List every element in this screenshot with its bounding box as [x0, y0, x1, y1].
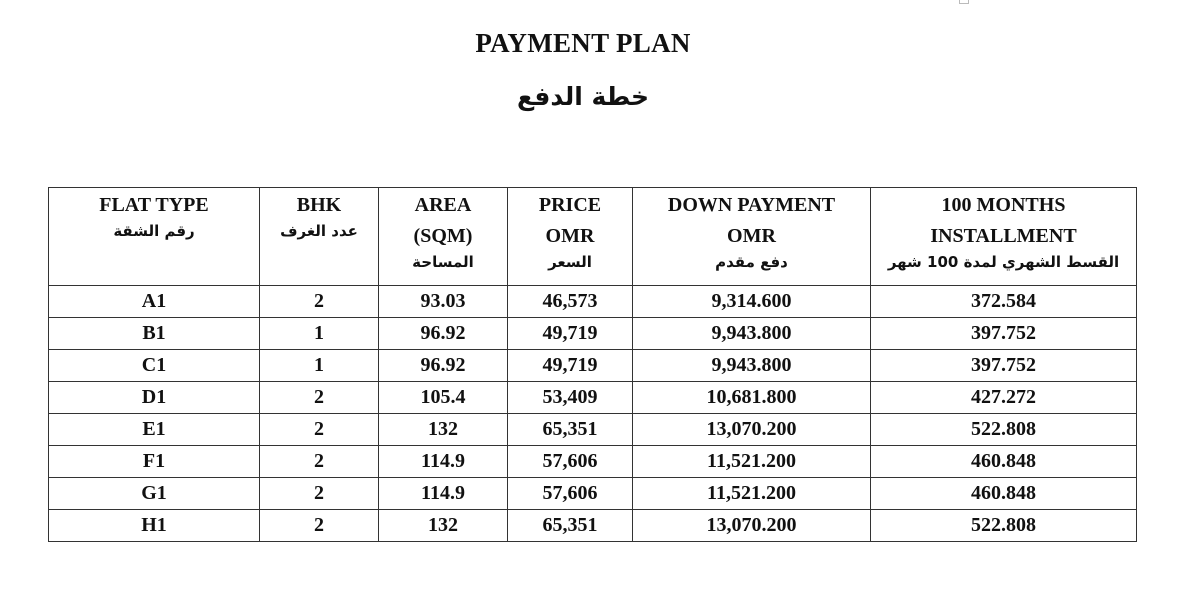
header-down-payment-label-ar: دفع مقدم — [715, 253, 788, 271]
table-row — [49, 478, 1137, 510]
header-flat-type — [49, 188, 260, 286]
cell-area: 114.9 — [379, 478, 508, 510]
corner-mark — [959, 0, 969, 4]
cell-flat-type: F1 — [49, 446, 260, 478]
page-title: PAYMENT PLAN — [475, 28, 691, 58]
cell-area: 105.4 — [379, 382, 508, 414]
table-row — [49, 446, 1137, 478]
cell-flat-type: D1 — [49, 382, 260, 414]
cell-flat-type: H1 — [49, 510, 260, 542]
cell-installment: 397.752 — [871, 350, 1137, 382]
table-row — [49, 414, 1137, 446]
cell-price: 53,409 — [508, 382, 633, 414]
page-subtitle-arabic: خطة الدفع — [516, 82, 650, 111]
cell-area: 132 — [379, 414, 508, 446]
cell-installment: 397.752 — [871, 318, 1137, 350]
cell-price: 65,351 — [508, 414, 633, 446]
header-price-label-ar: السعر — [548, 253, 592, 271]
header-down-payment — [633, 188, 871, 286]
cell-bhk: 2 — [260, 286, 379, 318]
table-row — [49, 318, 1137, 350]
cell-price: 57,606 — [508, 478, 633, 510]
header-price-label: PRICE — [538, 194, 602, 216]
cell-flat-type: B1 — [49, 318, 260, 350]
cell-flat-type: E1 — [49, 414, 260, 446]
cell-area: 132 — [379, 510, 508, 542]
header-installment-label-ar: القسط الشهري لمدة 100 شهر — [887, 253, 1120, 271]
cell-price: 65,351 — [508, 510, 633, 542]
header-flat-type-label: FLAT TYPE — [99, 194, 209, 216]
cell-bhk: 1 — [260, 318, 379, 350]
cell-flat-type: G1 — [49, 478, 260, 510]
cell-area: 93.03 — [379, 286, 508, 318]
cell-flat-type: A1 — [49, 286, 260, 318]
header-price-unit: OMR — [545, 225, 595, 247]
header-area-label-ar: المساحة — [412, 253, 474, 271]
header-installment-label-1: 100 MONTHS — [941, 194, 1066, 216]
cell-down-payment: 9,943.800 — [633, 318, 871, 350]
table-row — [49, 382, 1137, 414]
cell-flat-type: C1 — [49, 350, 260, 382]
cell-installment: 460.848 — [871, 478, 1137, 510]
cell-installment: 522.808 — [871, 510, 1137, 542]
cell-bhk: 2 — [260, 510, 379, 542]
header-installment — [871, 188, 1137, 286]
cell-down-payment: 9,314.600 — [633, 286, 871, 318]
cell-area: 96.92 — [379, 318, 508, 350]
payment-plan-table — [48, 187, 1137, 542]
header-bhk — [260, 188, 379, 286]
cell-price: 49,719 — [508, 318, 633, 350]
cell-down-payment: 13,070.200 — [633, 414, 871, 446]
cell-area: 114.9 — [379, 446, 508, 478]
cell-down-payment: 9,943.800 — [633, 350, 871, 382]
header-installment-label-2: INSTALLMENT — [930, 225, 1077, 247]
cell-installment: 460.848 — [871, 446, 1137, 478]
header-down-payment-unit: OMR — [727, 225, 776, 247]
cell-price: 57,606 — [508, 446, 633, 478]
table-header-row — [49, 188, 1137, 286]
cell-installment: 522.808 — [871, 414, 1137, 446]
header-bhk-label: BHK — [296, 194, 342, 216]
cell-installment: 372.584 — [871, 286, 1137, 318]
cell-bhk: 2 — [260, 446, 379, 478]
cell-bhk: 2 — [260, 382, 379, 414]
cell-down-payment: 13,070.200 — [633, 510, 871, 542]
header-price — [508, 188, 633, 286]
header-area-label: AREA — [414, 194, 472, 216]
header-area-unit: (SQM) — [413, 225, 473, 247]
cell-price: 49,719 — [508, 350, 633, 382]
header-down-payment-label: DOWN PAYMENT — [667, 194, 836, 216]
cell-installment: 427.272 — [871, 382, 1137, 414]
cell-price: 46,573 — [508, 286, 633, 318]
cell-bhk: 1 — [260, 350, 379, 382]
cell-area: 96.92 — [379, 350, 508, 382]
cell-bhk: 2 — [260, 414, 379, 446]
header-flat-type-label-ar: رقم الشقة — [113, 222, 195, 240]
cell-bhk: 2 — [260, 478, 379, 510]
header-bhk-label-ar: عدد الغرف — [280, 222, 358, 240]
cell-down-payment: 10,681.800 — [633, 382, 871, 414]
cell-down-payment: 11,521.200 — [633, 446, 871, 478]
table-row — [49, 510, 1137, 542]
table-row — [49, 350, 1137, 382]
cell-down-payment: 11,521.200 — [633, 478, 871, 510]
table-row — [49, 286, 1137, 318]
header-area — [379, 188, 508, 286]
